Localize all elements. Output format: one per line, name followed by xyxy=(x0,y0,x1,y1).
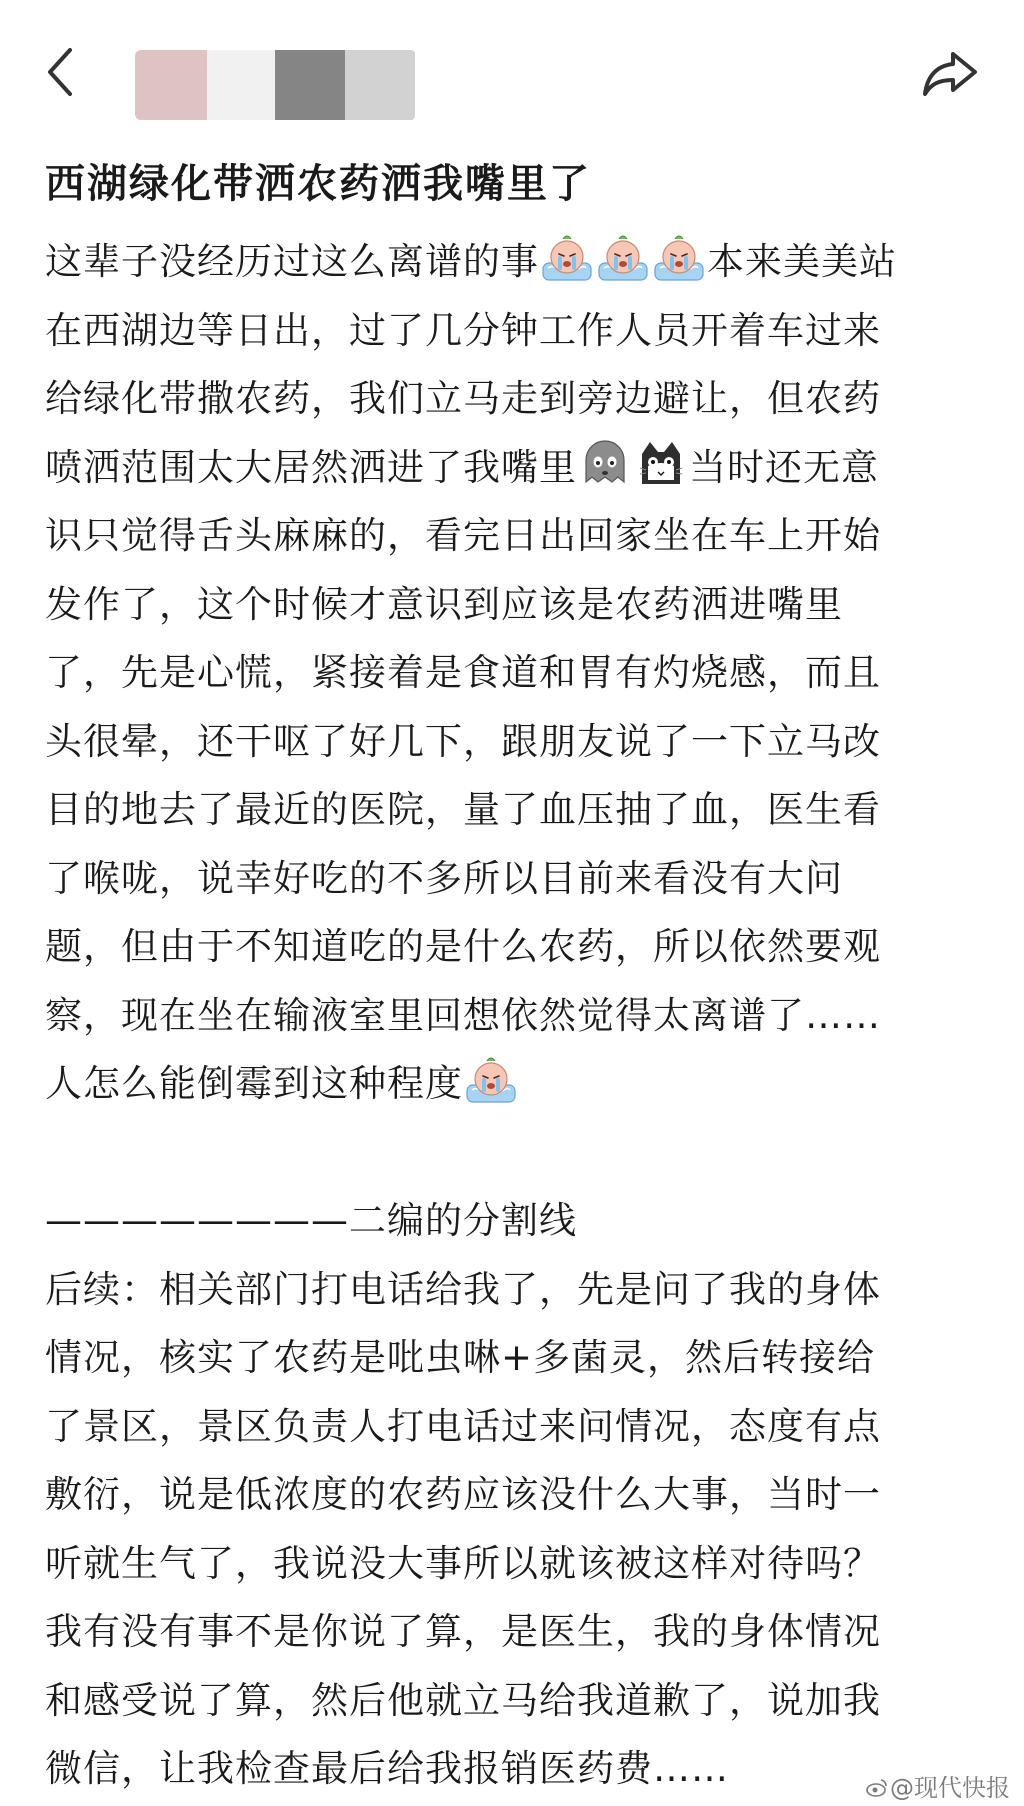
blurred-avatar xyxy=(135,50,207,120)
share-icon xyxy=(915,42,985,102)
body-line: 微信，让我检查最后给我报销医药费…… xyxy=(45,1747,729,1790)
weibo-logo-icon xyxy=(866,1777,888,1799)
body-line: 后续：相关部门打电话给我了，先是问了我的身体 xyxy=(45,1267,881,1311)
body-line: 给绿化带撒农药，我们立马走到旁边避让，但农药 xyxy=(45,377,881,420)
divider-line: ————————二编的分割线 xyxy=(45,1199,577,1242)
blank-line xyxy=(45,1119,1005,1188)
body-line: 情况，核实了农药是吡虫啉+多菌灵，然后转接给 xyxy=(45,1336,876,1379)
post-body xyxy=(45,228,1005,1804)
body-line: 在西湖边等日出，过了几分钟工作人员开着车过来 xyxy=(45,308,881,352)
body-line xyxy=(45,434,1005,503)
blurred-author-info xyxy=(135,50,415,120)
crying-face-emoji-icon xyxy=(596,230,650,284)
source-watermark xyxy=(866,1768,1010,1803)
body-line: 我有没有事不是你说了算，是医生，我的身体情况 xyxy=(45,1610,881,1653)
body-text: 这辈子没经历过这么离谱的事 xyxy=(45,240,539,283)
body-text: 人怎么能倒霉到这种程度 xyxy=(45,1062,463,1105)
blurred-username-block xyxy=(207,50,275,120)
share-button[interactable] xyxy=(915,42,985,102)
crying-face-emoji-icon xyxy=(464,1052,518,1106)
body-line: 敷衍，说是低浓度的农药应该没什么大事，当时一 xyxy=(45,1473,881,1516)
body-text: 喷洒范围太大居然洒进了我嘴里 xyxy=(45,445,577,489)
body-line: 题，但由于不知道吃的是什么农药，所以依然要观 xyxy=(45,925,881,968)
blurred-username-block xyxy=(345,50,415,120)
body-line: 察，现在坐在输液室里回想依然觉得太离谱了…… xyxy=(45,993,881,1037)
body-line: 头很晕，还干呕了好几下，跟朋友说了一下立马改 xyxy=(45,719,881,763)
blurred-username-block xyxy=(275,50,345,120)
body-text: 本来美美站 xyxy=(707,240,897,283)
body-line: 发作了，这个时候才意识到应该是农药洒进嘴里 xyxy=(45,582,843,626)
crying-face-emoji-icon xyxy=(540,230,594,284)
body-line: 了景区，景区负责人打电话过来问情况，态度有点 xyxy=(45,1404,881,1448)
crying-face-emoji-icon xyxy=(652,230,706,284)
body-line: 了，先是心慌，紧接着是食道和胃有灼烧感，而且 xyxy=(45,651,881,694)
back-button[interactable] xyxy=(40,42,80,102)
body-line: 识只觉得舌头麻麻的，看完日出回家坐在车上开始 xyxy=(45,514,881,557)
watermark-text: @现代快报 xyxy=(890,1774,1010,1802)
body-line: 听就生气了，我说没大事所以就该被这样对待吗？ xyxy=(45,1541,881,1585)
body-text: 当时还无意 xyxy=(689,445,879,489)
body-line xyxy=(45,228,1005,297)
body-line: 目的地去了最近的医院，量了血压抽了血，医生看 xyxy=(45,788,881,831)
ghost-emoji-icon xyxy=(578,436,632,490)
stunned-cat-emoji-icon xyxy=(634,436,688,490)
body-line: 和感受说了算，然后他就立马给我道歉了，说加我 xyxy=(45,1678,881,1722)
top-navigation-bar xyxy=(0,0,1024,150)
back-arrow-icon xyxy=(40,42,80,102)
body-line xyxy=(45,1050,1005,1119)
body-line: 了喉咙，说幸好吃的不多所以目前来看没有大问 xyxy=(45,856,843,900)
post-title: 西湖绿化带洒农药洒我嘴里了 xyxy=(45,161,591,207)
